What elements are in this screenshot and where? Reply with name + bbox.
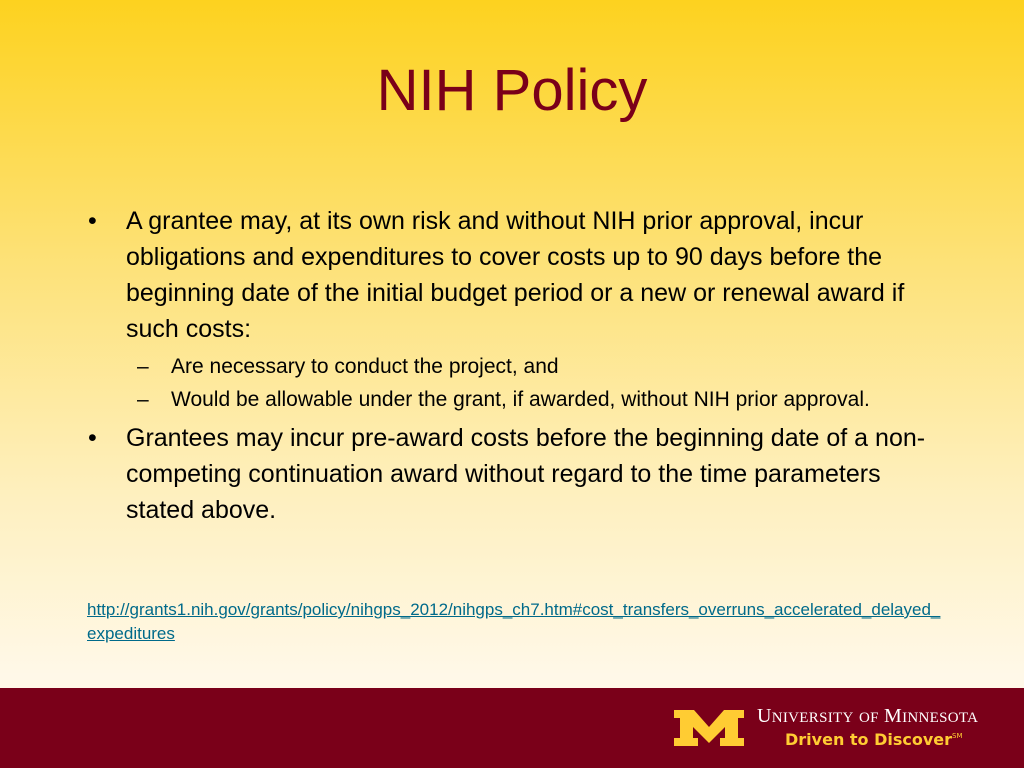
service-mark: SM — [952, 732, 963, 740]
bullet-text: A grantee may, at its own risk and without NIH prior approval, incur obligations and expenditures to cover costs up to 90 days before the beginning date of the initial budget period or a new or renewal award if such costs: — [126, 207, 905, 343]
sub-bullet-text: Are necessary to conduct the project, and — [171, 355, 559, 378]
bullet-marker: • — [88, 207, 97, 235]
slide-body — [86, 203, 946, 528]
bullet-marker: • — [88, 424, 97, 452]
sub-bullet-text: Would be allowable under the grant, if awarded, without NIH prior approval. — [171, 388, 870, 411]
sub-bullet-item — [86, 350, 946, 384]
university-name: UNIVERSITY OF MINNESOTA — [757, 705, 979, 727]
footer-bar — [0, 688, 1024, 768]
university-block-m-logo-icon — [672, 708, 746, 748]
bullet-item — [86, 420, 936, 528]
dash-marker: – — [137, 388, 149, 411]
bullet-item — [86, 203, 936, 347]
slide-title: NIH Policy — [376, 58, 648, 123]
bullet-text: Grantees may incur pre-award costs before the beginning date of a non-competing continuation award without regard to the time parameters stated above. — [126, 424, 926, 524]
policy-link[interactable]: http://grants1.nih.gov/grants/policy/nihgps_2012/nihgps_ch7.htm#cost_transfers_overruns_accelerated_delayed_expeditures — [87, 600, 941, 643]
tagline: Driven to Discover℠ — [785, 730, 963, 749]
dash-marker: – — [137, 355, 149, 378]
sub-bullet-item — [86, 384, 931, 416]
